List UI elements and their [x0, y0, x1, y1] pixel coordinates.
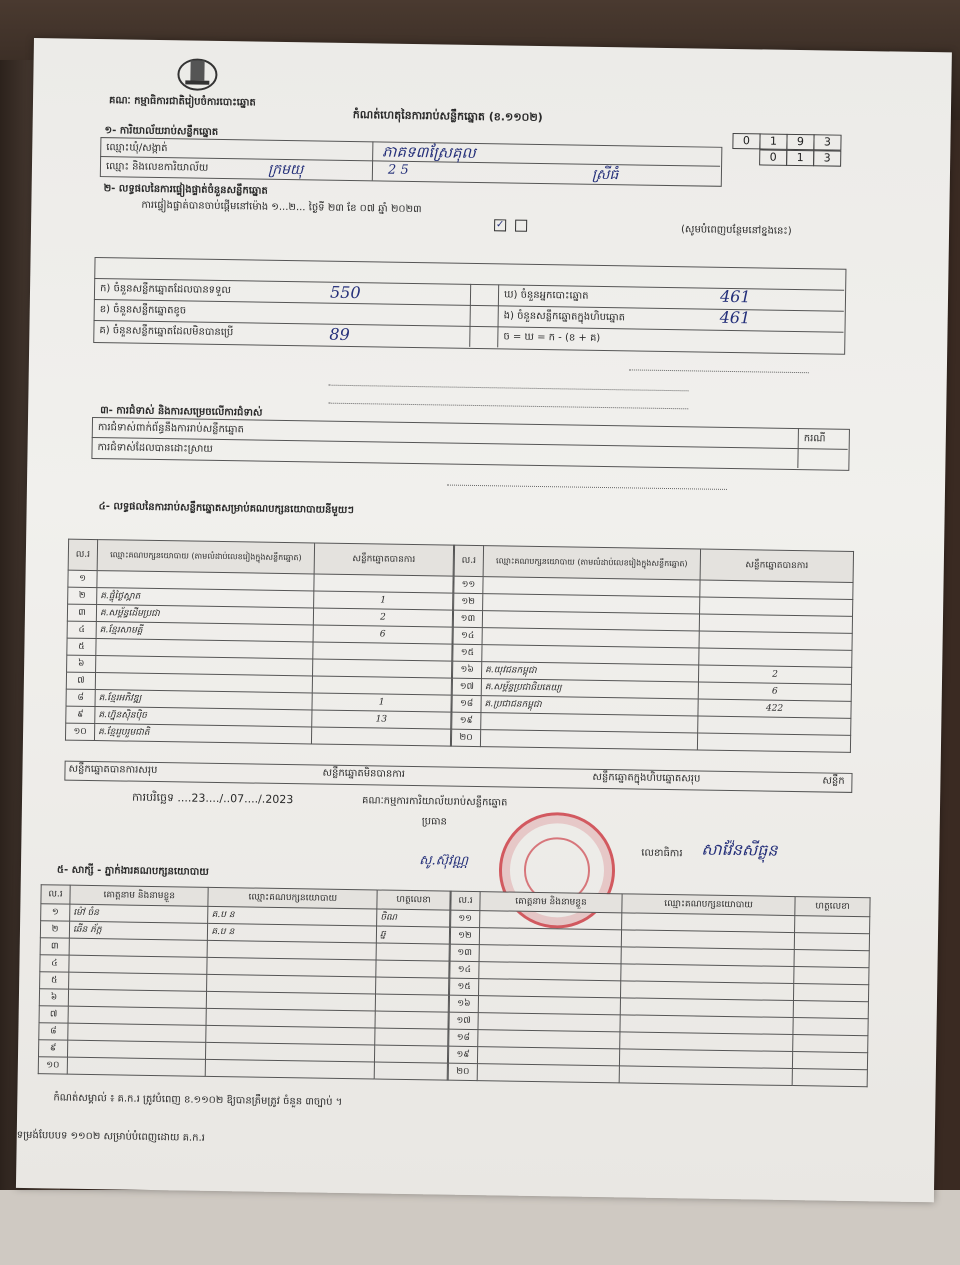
- col-header-signature: ហត្ថលេខា: [795, 897, 870, 917]
- checkbox-row: [491, 219, 530, 233]
- objection-row2: ការជំទាស់ដែលបានដោះស្រាយ: [97, 442, 213, 455]
- table-row: ១១: [454, 576, 853, 599]
- objection-row1: ការជំទាស់ពាក់ព័ន្ធនឹងការរាប់សន្លឹកឆ្នោត: [97, 422, 244, 436]
- table-row: ១០: [38, 1057, 447, 1080]
- number-value: 2 5: [387, 162, 409, 178]
- col-header-no: ល.រ: [454, 545, 483, 576]
- chair-signature: សូ.ស៊ុវណ្ណ: [419, 853, 469, 869]
- form-sheet: [16, 38, 952, 1202]
- background-table: [0, 1190, 960, 1265]
- witness-table-left: [38, 884, 451, 1080]
- results-table-right: [451, 545, 854, 753]
- section2-date-line: ការផ្ទៀងផ្ទាត់បានចាប់ផ្តើមនៅម៉ោង ១...២... ថ្ងៃទី ២៣ ខែ ០៧ ឆ្នាំ ២០២៣: [141, 199, 422, 216]
- col-header-party: ឈ្មោះគណបក្សនយោបាយ: [622, 894, 795, 916]
- col-header-votes: សន្លឹកឆ្នោតបានការ: [314, 543, 453, 576]
- table-row: ១១: [451, 910, 870, 934]
- count-date: ការបរិច្ឆេទ ....23..../..07..../.2023: [131, 790, 294, 807]
- table-row: ១៦: [449, 995, 868, 1019]
- committee-name: គណៈ កម្មាធិការជាតិរៀបចំការបោះឆ្នោត: [108, 95, 256, 109]
- table-row: ២ គ.ផ្ទុំថ្ងៃស្អាត 1: [68, 587, 453, 610]
- checkbox-empty[interactable]: [515, 220, 527, 232]
- code-digit: 1: [759, 133, 787, 149]
- commune-value: ភាគទ៣ស្រែគុល: [382, 142, 476, 162]
- section3-heading: ៣- ការជំទាស់ និងការសម្រេចលើការជំទាស់: [100, 405, 263, 419]
- table-row: ១៤: [450, 961, 869, 985]
- code-digit: 3: [813, 134, 841, 150]
- table-row: ១៩: [452, 712, 851, 735]
- code-digit: 0: [759, 149, 787, 165]
- col-header-no: ល.រ: [68, 539, 97, 570]
- count-label-d: ឃ) ចំនួនអ្នកបោះឆ្នោត: [503, 289, 589, 302]
- total-valid-label: សន្លឹកឆ្នោតបានការសរុប: [68, 763, 158, 777]
- table-row: ១៧: [449, 1012, 868, 1036]
- case-label: ករណី: [803, 433, 826, 445]
- count-value-c: 89: [329, 324, 350, 344]
- count-label-b: ខ) ចំនួនសន្លឹកឆ្នោតខូច: [99, 304, 187, 317]
- code-digit: 0: [732, 133, 760, 149]
- table-row: ១៧ គ.សម្ព័ន្ធប្រជាធិបតេយ្យ 6: [452, 678, 851, 701]
- count-value-e: 461: [719, 307, 751, 328]
- table-row: ៧: [66, 672, 451, 695]
- table-row: ១២: [450, 927, 869, 951]
- committee-sign-label: គណៈកម្មការការិយាល័យរាប់សន្លឹកឆ្នោត: [361, 795, 508, 809]
- col-header-party: ឈ្មោះគណបក្សនយោបាយ (តាមលំដាប់លេខរៀងក្នុងសន្លឹកឆ្នោត): [97, 540, 314, 574]
- results-table-left: [65, 539, 454, 747]
- table-row: ៣: [40, 938, 449, 961]
- table-row: ៦: [39, 989, 448, 1012]
- table-row: ៨: [39, 1023, 448, 1046]
- secretary-label: លេខាធិការ: [641, 847, 683, 860]
- emblem-icon: [175, 52, 220, 93]
- table-row: ១៣: [453, 610, 852, 633]
- table-row: ៨ គ.ខ្មែរអភិវឌ្ឍ 1: [66, 689, 451, 712]
- totals-row: [64, 761, 852, 793]
- col-header-votes: សន្លឹកឆ្នោតបានការ: [700, 549, 853, 582]
- table-row: ៧: [39, 1006, 448, 1029]
- section1-heading: ១- ការិយាល័យរាប់សន្លឹកឆ្នោត: [104, 125, 219, 138]
- col-header-no: ល.រ: [451, 891, 480, 910]
- table-row: ២០: [451, 729, 850, 752]
- village-label: ឈ្មោះ និងលេខការិយាល័យ: [105, 161, 209, 174]
- form-title: កំណត់ហេតុនៃការរាប់សន្លឹកឆ្នោត (ខ.១១០២): [352, 108, 543, 125]
- code-digit: 9: [786, 134, 814, 150]
- section2-heading: ២- លទ្ធផលនៃការផ្ទៀងផ្ទាត់ចំនួនសន្លឹកឆ្នោត: [103, 183, 268, 197]
- count-label-a: ក) ចំនួនសន្លឹកឆ្នោតដែលបានទទួល: [99, 283, 232, 297]
- table-row: ១៨: [449, 1029, 868, 1053]
- village-value: ក្រមយុ: [267, 161, 304, 179]
- col-header-name: គោត្តនាម និងនាមខ្លួន: [70, 885, 209, 906]
- section5-heading: ៥- សាក្សី - ភ្នាក់ងារគណបក្សនយោបាយ: [56, 864, 209, 878]
- table-row: ១៦ គ.យុវជនកម្ពុជា 2: [452, 661, 851, 684]
- count-value-d: 461: [719, 286, 751, 307]
- table-row: ៤: [40, 955, 449, 978]
- chair-label: ប្រធាន: [421, 816, 448, 828]
- district-value: ស្រីធំ: [591, 166, 619, 184]
- checkbox-checked[interactable]: ✓: [495, 219, 505, 231]
- table-row: ២ ឆើន ភ័ក្ត គ.ប ន ឆ្ន: [40, 921, 449, 944]
- col-header-party: ឈ្មោះគណបក្សនយោបាយ: [208, 887, 377, 909]
- section4-heading: ៤- លទ្ធផលនៃការរាប់សន្លឹកឆ្នោតសម្រាប់គណបក្សនយោបាយនីមួយៗ: [98, 501, 354, 517]
- table-row: ១៣: [450, 944, 869, 968]
- witness-table-right: [448, 891, 871, 1088]
- table-row: ១: [68, 570, 453, 593]
- col-header-party: ឈ្មោះគណបក្សនយោបាយ (តាមលំដាប់លេខរៀងក្នុងសន្លឹកឆ្នោត): [483, 546, 700, 580]
- total-box-label: សន្លឹកឆ្នោតក្នុងហិបឆ្នោតសរុប: [592, 771, 701, 785]
- col-header-no: ល.រ: [41, 885, 70, 904]
- table-row: ១០ គ.ខ្មែររួបរួមជាតិ: [65, 723, 450, 746]
- code-digit: 1: [786, 150, 814, 166]
- table-row: ៩ គ.ហ្វ៊ុនស៊ិនប៉ិច 13: [66, 706, 451, 729]
- total-invalid-label: សន្លឹកឆ្នោតមិនបានការ: [322, 767, 406, 780]
- table-row: ២០: [448, 1063, 867, 1087]
- table-row: ១៥: [450, 978, 869, 1002]
- count-label-e: ង) ចំនួនសន្លឹកឆ្នោតក្នុងហិបឆ្នោត: [503, 310, 626, 324]
- table-row: ១៥: [453, 644, 852, 667]
- table-row: ១៩: [448, 1046, 867, 1070]
- code-digit: 3: [813, 150, 841, 166]
- section2-note: (សូមបំពេញបន្ថែមនៅខ្នងនេះ): [680, 224, 792, 237]
- table-row: ១២: [454, 593, 853, 616]
- form-code: ទម្រង់បែបបទ ១១០២ សម្រាប់បំពេញដោយ គ.ក.រ: [16, 1129, 205, 1144]
- col-header-signature: ហត្ថលេខា: [377, 890, 450, 910]
- col-header-name: គោត្តនាម និងនាមខ្លួន: [480, 892, 622, 913]
- table-row: ៤ គ.ខ្មែរសាមគ្គី 6: [67, 621, 452, 644]
- table-row: ១៨ គ.ប្រជាជនកម្ពុជា 422: [452, 695, 851, 718]
- table-row: ៩: [38, 1040, 447, 1063]
- count-value-a: 550: [329, 282, 361, 303]
- count-label-f: ច = ឃ = ក - (ខ + គ): [503, 331, 601, 344]
- footer-note: កំណត់សម្គាល់ ៖ គ.ក.រ ត្រូវបំពេញ ខ.១១០២ ឱ្យបានត្រឹមត្រូវ ចំនួន ៣ច្បាប់ ។: [53, 1092, 343, 1108]
- commune-label: ឈ្មោះឃុំ/សង្កាត់: [106, 142, 168, 155]
- table-row: ១៤: [453, 627, 852, 650]
- total-unit: សន្លឹក: [822, 775, 845, 787]
- table-row: ៥: [40, 972, 449, 995]
- table-row: ៣ គ.សម្ព័ន្ធដើមប្រជា 2: [67, 604, 452, 627]
- table-row: ៦: [67, 655, 452, 678]
- secretary-signature: សាវ៉ែនសីធ្ងុន: [701, 839, 778, 860]
- table-row: ១ ម៉ៅ ចំន គ.ប ន ចិណ: [41, 904, 450, 927]
- table-row: ៥: [67, 638, 452, 661]
- count-label-c: គ) ចំនួនសន្លឹកឆ្នោតដែលមិនបានប្រើ: [99, 325, 234, 339]
